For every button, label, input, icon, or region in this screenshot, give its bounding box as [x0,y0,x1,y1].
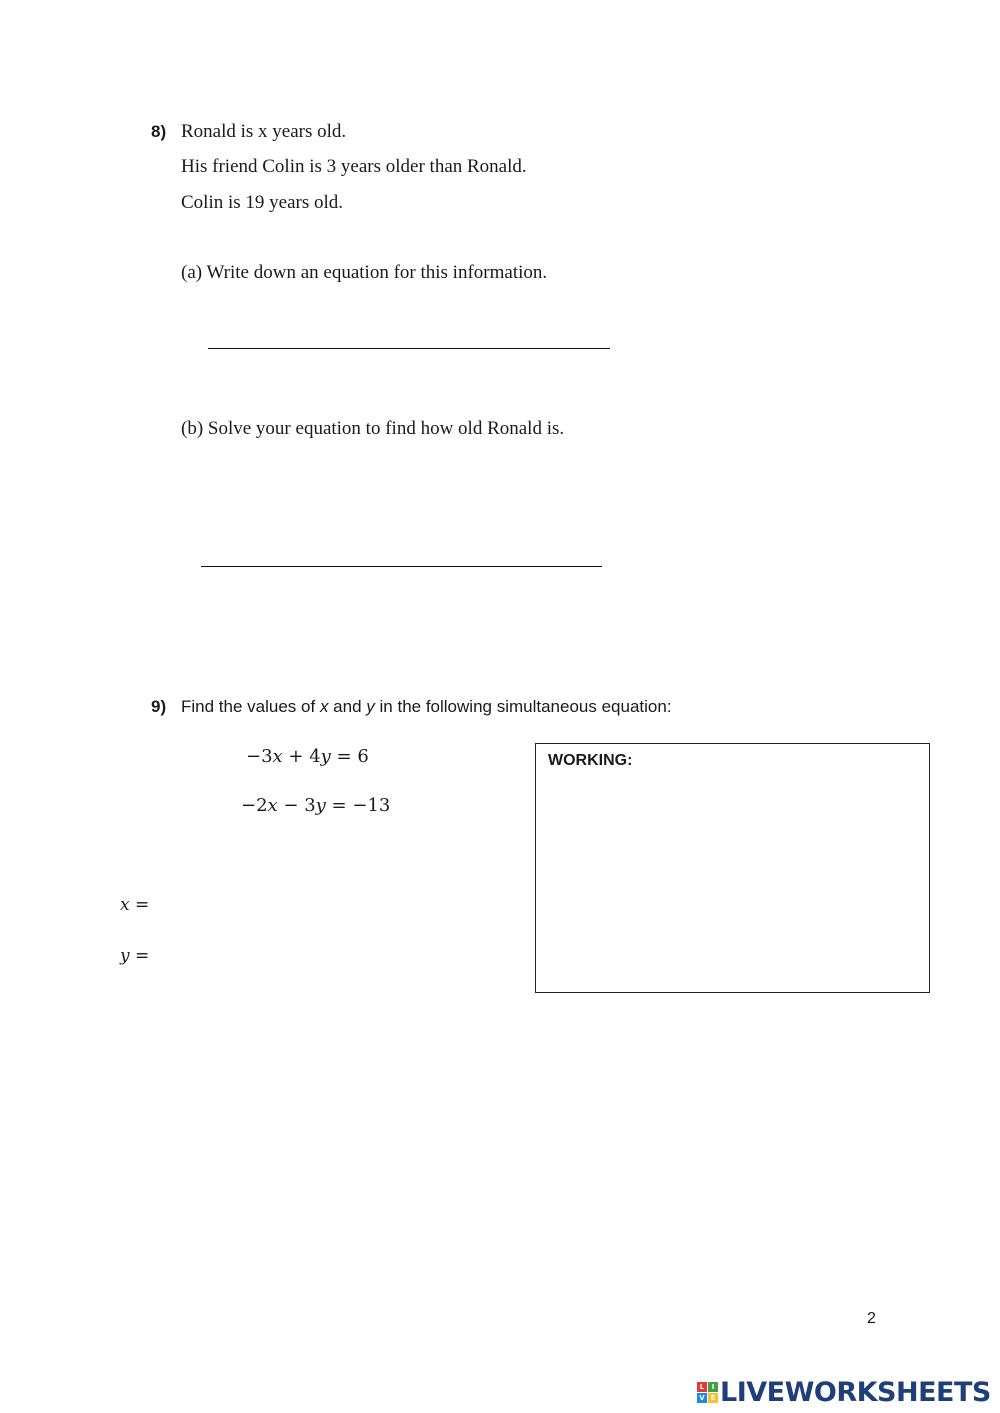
question-8-line-1: Ronald is x years old. [181,121,347,142]
logo-text: LIVEWORKSHEETS [720,1377,991,1408]
logo-tile-v: V [697,1393,707,1403]
question-9-and: and [333,697,362,716]
x-answer-label: 𝑥 = [120,895,150,915]
answer-line-a[interactable] [208,348,610,349]
question-9-prompt [181,697,672,717]
equation-1: −3𝑥 + 4𝑦 = 6 [246,746,369,767]
question-8-number: 8) [151,122,167,141]
question-9-var-y: y [366,697,375,716]
question-9-prompt-end: in the following simultaneous equation: [379,697,672,716]
question-9-prompt-start: Find the values of [181,697,316,716]
working-label: WORKING: [548,752,633,769]
question-8-line-2: His friend Colin is 3 years older than Ronald. [181,156,527,177]
working-box[interactable] [535,743,930,993]
logo-tile-e: E [708,1393,718,1403]
logo-icon [697,1382,718,1403]
question-9-var-x: x [319,697,329,716]
page-number: 2 [867,1310,876,1327]
equation-2: −2𝑥 − 3𝑦 = −13 [241,795,391,816]
logo-tile-l: L [697,1382,707,1392]
question-8-line-3: Colin is 19 years old. [181,192,344,213]
question-8 [151,121,166,143]
liveworksheets-logo [697,1377,991,1408]
question-8-part-b: (b) Solve your equation to find how old Ronald is. [181,418,565,439]
question-8-part-a: (a) Write down an equation for this information. [181,262,548,283]
y-answer-label: 𝑦 = [120,946,150,966]
question-9 [151,697,166,717]
logo-tile-i: I [708,1382,718,1392]
answer-line-b[interactable] [201,566,602,567]
question-9-number: 9) [151,697,167,716]
